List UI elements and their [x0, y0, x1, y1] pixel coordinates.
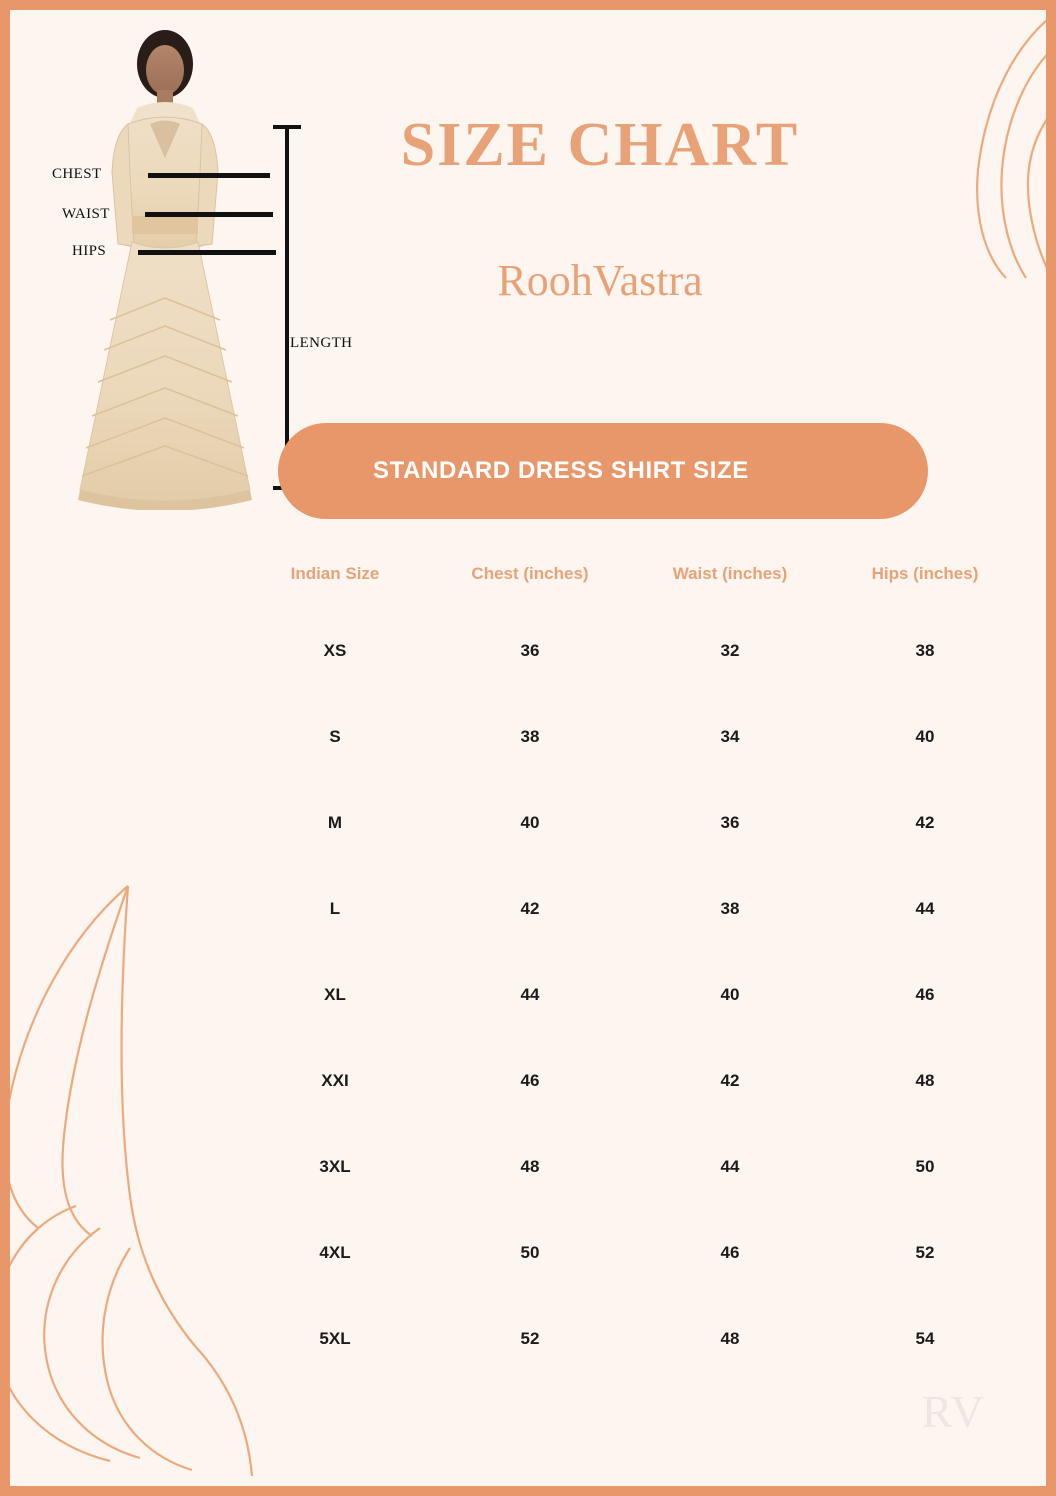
cell-chest: 36 [520, 641, 540, 660]
table-row [240, 952, 1040, 1038]
page-title: SIZE CHART [400, 111, 800, 179]
table-row [240, 780, 1040, 866]
length-measure-line [285, 125, 289, 490]
table-row [240, 694, 1040, 780]
cell-size: XL [324, 985, 346, 1004]
watermark: RV [921, 1386, 986, 1437]
cell-chest: 50 [520, 1243, 540, 1262]
cell-hips: 46 [915, 985, 935, 1004]
column-header-indian-size: Indian Size [290, 564, 380, 583]
cell-chest: 52 [520, 1329, 540, 1348]
cell-waist: 32 [720, 641, 740, 660]
column-header-hips: Hips (inches) [871, 564, 979, 583]
cell-waist: 42 [720, 1071, 740, 1090]
table-body [240, 608, 1040, 1382]
cell-waist: 48 [720, 1329, 740, 1348]
cell-hips: 42 [915, 813, 935, 832]
cell-chest: 48 [520, 1157, 540, 1176]
cell-size: 3XL [319, 1157, 351, 1176]
table-row [240, 1038, 1040, 1124]
hips-measure-line [138, 250, 276, 255]
cell-size: S [329, 727, 341, 746]
cell-hips: 48 [915, 1071, 935, 1090]
section-banner [278, 423, 928, 519]
cell-waist: 40 [720, 985, 740, 1004]
length-cap-top [273, 125, 301, 129]
cell-size: XS [323, 641, 347, 660]
cell-waist: 44 [720, 1157, 740, 1176]
waist-label: WAIST [62, 206, 110, 222]
cell-hips: 50 [915, 1157, 935, 1176]
cell-size: L [329, 899, 341, 918]
table-row [240, 866, 1040, 952]
table-row [240, 1124, 1040, 1210]
column-header-chest: Chest (inches) [471, 564, 589, 583]
decorative-leaf-top-right [866, 10, 1046, 280]
table-row [240, 1210, 1040, 1296]
cell-size: 4XL [319, 1243, 351, 1262]
cell-waist: 38 [720, 899, 740, 918]
cell-hips: 52 [915, 1243, 935, 1262]
cell-waist: 34 [720, 727, 740, 746]
hips-label: HIPS [72, 243, 107, 259]
cell-chest: 44 [520, 985, 540, 1004]
model-photo [40, 20, 285, 510]
cell-hips: 44 [915, 899, 935, 918]
chest-label: CHEST [52, 166, 102, 182]
cell-hips: 54 [915, 1329, 935, 1348]
cell-size: 5XL [319, 1329, 351, 1348]
cell-hips: 40 [915, 727, 935, 746]
cell-size: M [327, 813, 343, 832]
cell-chest: 42 [520, 899, 540, 918]
measurement-diagram [40, 20, 353, 510]
banner-label: STANDARD DRESS SHIRT SIZE [373, 457, 749, 484]
cell-size: XXI [321, 1071, 349, 1090]
table-header-row [240, 558, 1040, 608]
cell-chest: 46 [520, 1071, 540, 1090]
cell-waist: 46 [720, 1243, 740, 1262]
cell-chest: 40 [520, 813, 540, 832]
brand-name: RoohVastra [497, 256, 703, 305]
cell-waist: 36 [720, 813, 740, 832]
column-header-waist: Waist (inches) [672, 564, 788, 583]
cell-chest: 38 [520, 727, 540, 746]
waist-measure-line [145, 212, 273, 217]
table-row [240, 608, 1040, 694]
page-inner [10, 10, 1046, 1486]
table-row [240, 1296, 1040, 1382]
cell-hips: 38 [915, 641, 935, 660]
size-table [240, 558, 1040, 1382]
chest-measure-line [148, 173, 270, 178]
length-label: LENGTH [290, 335, 353, 351]
